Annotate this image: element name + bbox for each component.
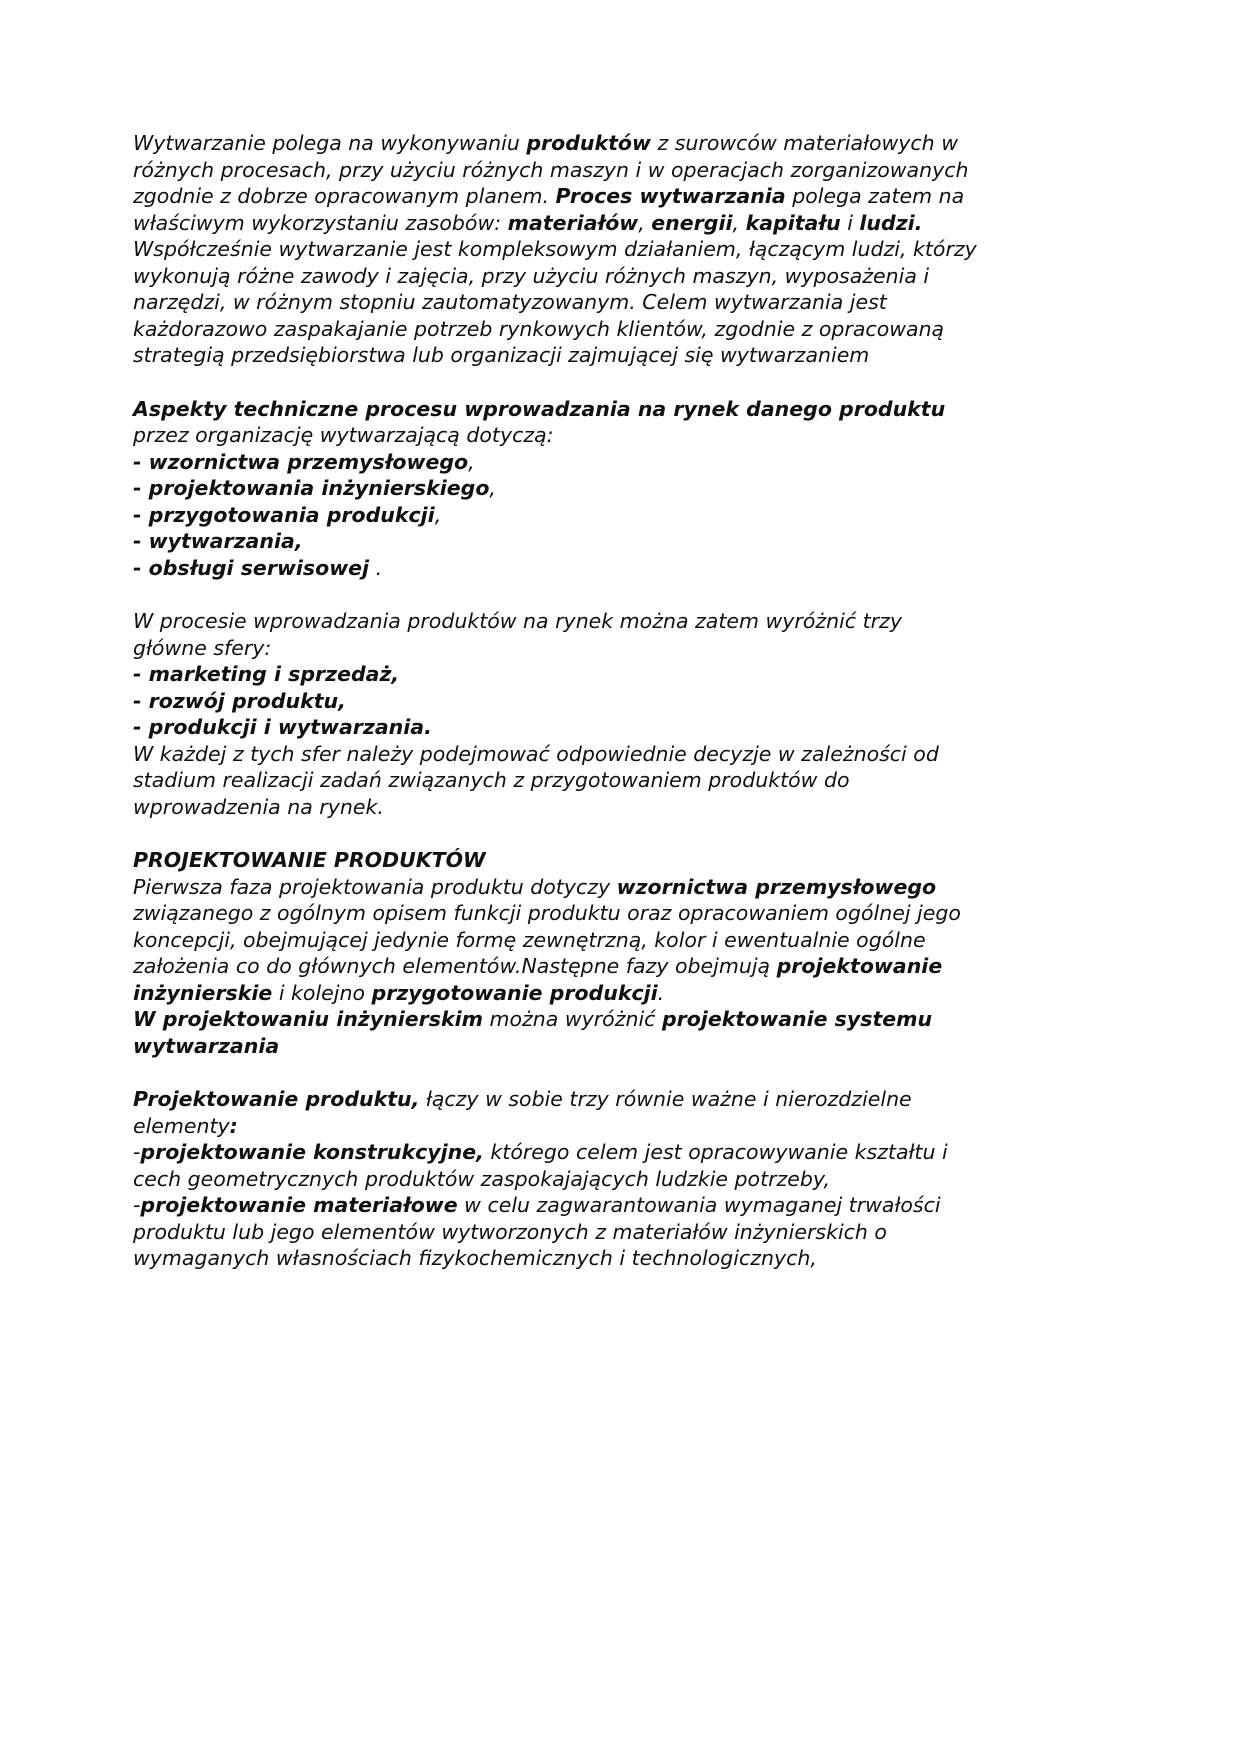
text-run: PROJEKTOWANIE PRODUKTÓW [133,848,486,872]
text-run: , [732,210,746,235]
text-run: - przygotowania produkcji [133,502,435,527]
text-run: Projektowanie produktu, [133,1087,420,1111]
text-run: wzornictwa przemysłowego [616,874,937,899]
document-body [133,130,981,1272]
text-run: związanego z ogólnym opisem funkcji produktu oraz opracowaniem ogólnej jego koncepcji, obejmującej jedynie formę zewnętrzną, kolor i ewentualnie ogólne założenia co do głównych elementów.Następne fazy obejmują [133,901,961,978]
text-run: W procesie wprowadzania produktów na rynek można zatem wyróżnić trzy główne sfery: [133,609,902,660]
text-run: - wzornictwa przemysłowego [133,449,469,474]
text-run: energii [651,210,733,235]
text-run: można wyróżnić [482,1007,662,1031]
text-run: . [369,555,383,580]
paragraph-trzy-glowne-sfery [133,608,981,820]
text-run: , [489,476,496,500]
text-run: - produkcji i wytwarzania. [133,715,432,739]
text-run: i [840,210,860,235]
text-run: , [434,502,442,527]
text-run: materiałów [507,210,639,235]
text-run: ludzi. [859,210,923,235]
text-run: . [657,980,665,1005]
text-run: , [468,449,475,474]
text-run: - wytwarzania, [133,529,303,553]
text-run: przez organizację wytwarzającą dotyczą: [133,423,554,447]
text-run: w celu zagwarantowania wymaganej trwałości produktu lub jego elementów wytworzonych z materiałów inżynierskich o wymaganych własnościach fizykochemicznych i technologicznych, [133,1193,941,1270]
text-run: - rozwój produktu, [133,688,346,713]
paragraph-aspekty-techniczne [133,396,981,582]
text-run: Proces wytwarzania [555,184,786,208]
paragraph-projektowanie-produktow [133,847,981,1059]
text-run: Współcześnie wytwarzanie jest kompleksowym działaniem, łączącym ludzi, którzy wykonują różne zawody i zajęcia, przy użyciu różnych maszyn, wyposażenia i narzędzi, w różnym stopniu zautomatyzowanym. Celem wytwarzania jest każdorazowo zaspakajanie potrzeb rynkowych klientów, zgodnie z opracowaną strategią przedsiębiorstwa lub organizacji zajmującej się wytwarzaniem [133,237,977,367]
text-run: polega zatem na właściwym wykorzystaniu zasobów: [133,184,965,235]
text-run: , [638,210,652,235]
text-run: projektowanie materiałowe [140,1193,458,1217]
text-run: projektowanie systemu wytwarzania [133,1007,933,1058]
paragraph-intro-paragraph [133,130,981,369]
text-run: Aspekty techniczne procesu wprowadzania na rynek danego produktu [133,396,946,421]
text-run: W projektowaniu inżynierskim [133,1007,483,1031]
text-run: łączy w sobie trzy równie ważne i nierozdzielne elementy [133,1087,912,1138]
text-run: i kolejno [272,980,372,1005]
text-run: - [133,1140,141,1164]
text-run: kapitału [745,210,841,235]
text-run: którego celem jest opracowywanie kształtu i cech geometrycznych produktów zaspokajających ludzkie potrzeby, [133,1140,948,1191]
paragraph-projektowanie-produktu-elementy [133,1086,981,1272]
text-run: przygotowanie produkcji [371,980,658,1005]
text-run: W każdej z tych sfer należy podejmować odpowiednie decyzje w zależności od stadium realizacji zadań związanych z przygotowaniem produktów do wprowadzenia na rynek. [133,741,939,819]
text-run: produktów [526,131,651,155]
text-run: : [229,1113,238,1138]
text-run: - marketing i sprzedaż, [133,662,400,686]
text-run: z surowców materiałowych w różnych procesach, przy użyciu różnych maszyn i w operacjach zorganizowanych zgodnie z dobrze opracowanym planem. [133,131,969,208]
text-run: projektowanie konstrukcyjne, [140,1140,484,1164]
text-run: projektowanie inżynierskie [133,954,943,1005]
text-run: - projektowania inżynierskiego [133,476,490,500]
text-run: - [133,1193,141,1217]
text-run: - obsługi serwisowej [133,555,370,580]
text-run: Pierwsza faza projektowania produktu dotyczy [133,874,617,899]
text-run: Wytwarzanie polega na wykonywaniu [133,131,527,155]
